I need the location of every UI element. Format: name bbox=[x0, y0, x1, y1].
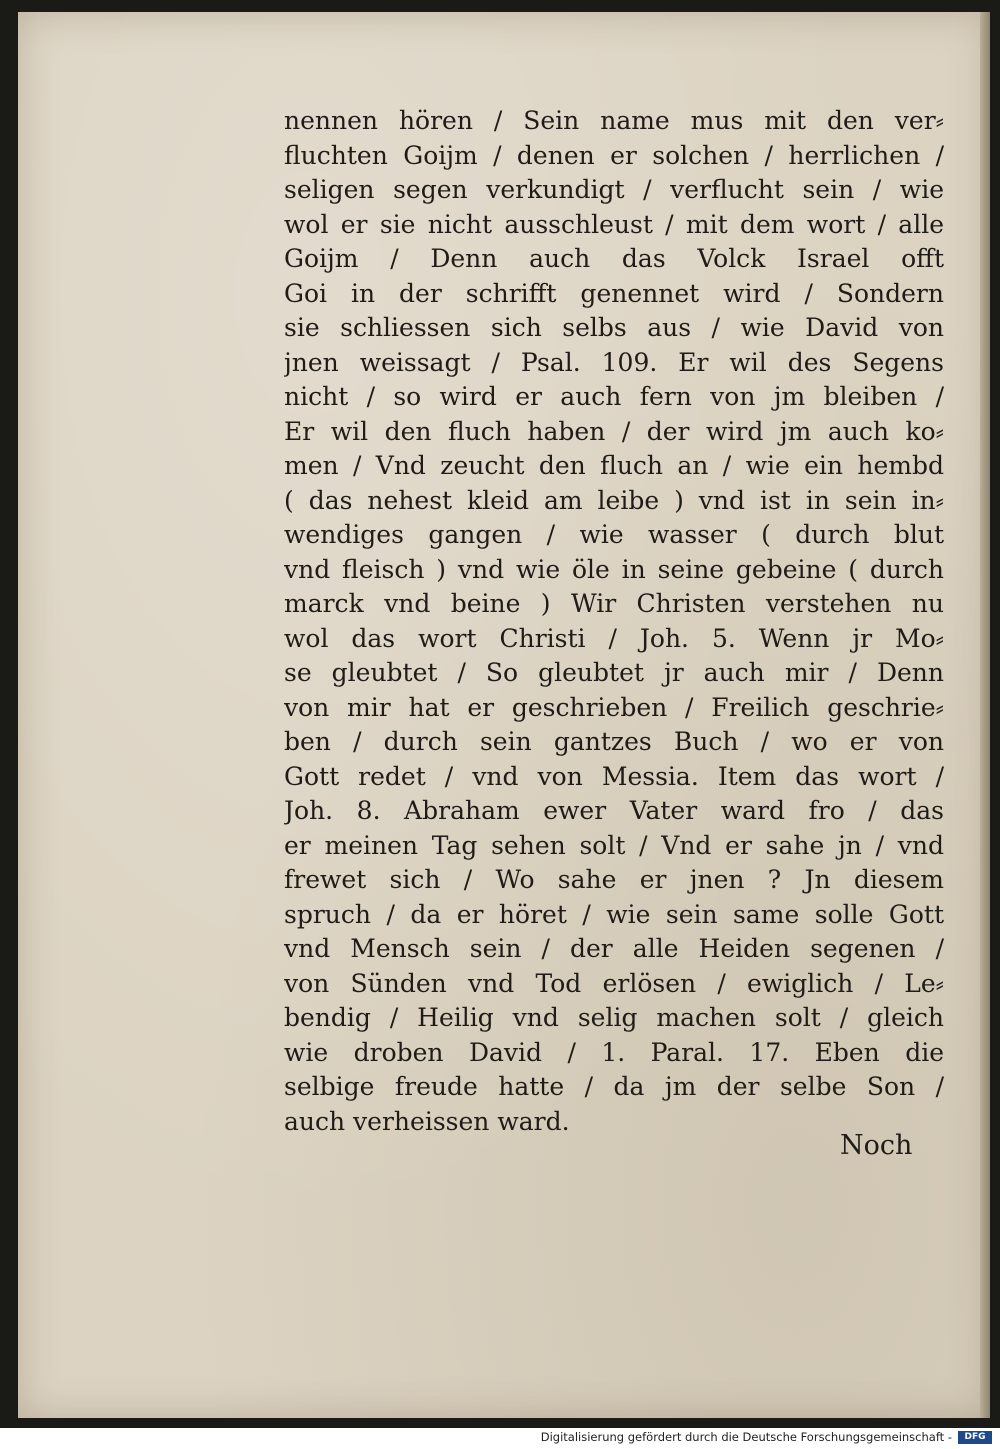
text-line: marck vnd beine ) Wir Christen verstehen nu bbox=[284, 589, 944, 618]
text-line: jnen weissagt / Psal. 109. Er wil des Segens bbox=[284, 347, 944, 377]
text-line: auch verheissen ward. bbox=[284, 1106, 570, 1136]
text-line: wie droben David / 1. Paral. 17. Eben die bbox=[284, 1037, 944, 1067]
dfg-logo: DFG bbox=[958, 1431, 992, 1444]
text-line: nicht / so wird er auch fern von jm bleiben / bbox=[284, 382, 944, 411]
funding-notice: Digitalisierung gefördert durch die Deutsche Forschungsgemeinschaft - bbox=[540, 1430, 952, 1444]
text-line: se gleubtet / So gleubtet jr auch mir / Denn bbox=[284, 658, 944, 687]
text-line: nennen hören / Sein name mus mit den ver⸗ bbox=[284, 106, 944, 135]
text-line: sie schliessen sich selbs aus / wie David von bbox=[284, 313, 944, 342]
text-line: ben / durch sein gantzes Buch / wo er von bbox=[284, 727, 944, 756]
text-line: ( das nehest kleid am leibe ) vnd ist in sein in⸗ bbox=[284, 485, 944, 515]
text-line: Goijm / Denn auch das Volck Israel offt bbox=[284, 244, 944, 273]
text-line: Er wil den fluch haben / der wird jm auch ko⸗ bbox=[284, 416, 944, 446]
page-edge bbox=[980, 12, 990, 1418]
footer bbox=[0, 1428, 1000, 1449]
text-line: vnd Mensch sein / der alle Heiden segenen / bbox=[284, 934, 944, 963]
text-line: wol er sie nicht ausschleust / mit dem wort / alle bbox=[284, 209, 944, 239]
text-line: wendiges gangen / wie wasser ( durch blut bbox=[284, 520, 944, 549]
text-line: Gott redet / vnd von Messia. Item das wort / bbox=[284, 761, 944, 791]
text-line: bendig / Heilig vnd selig machen solt / gleich bbox=[284, 1003, 944, 1032]
text-line: er meinen Tag sehen solt / Vnd er sahe jn / vnd bbox=[284, 830, 944, 860]
page-text bbox=[284, 104, 944, 1139]
text-line: seligen segen verkundigt / verflucht sein / wie bbox=[284, 175, 944, 204]
text-line: vnd fleisch ) vnd wie öle in seine gebeine ( durch bbox=[284, 554, 944, 584]
text-line: selbige freude hatte / da jm der selbe Son / bbox=[284, 1072, 944, 1101]
text-line: von Sünden vnd Tod erlösen / ewiglich / Le⸗ bbox=[284, 968, 944, 998]
text-line: spruch / da er höret / wie sein same solle Gott bbox=[284, 899, 944, 929]
text-line: wol das wort Christi / Joh. 5. Wenn jr Mo⸗ bbox=[284, 623, 944, 653]
text-line: men / Vnd zeucht den fluch an / wie ein hembd bbox=[284, 451, 944, 480]
text-line: von mir hat er geschrieben / Freilich geschrie⸗ bbox=[284, 692, 944, 722]
catchword: Noch bbox=[840, 1130, 913, 1161]
text-line: Goi in der schrifft genennet wird / Sondern bbox=[284, 278, 944, 308]
text-line: Joh. 8. Abraham ewer Vater ward fro / das bbox=[284, 796, 944, 825]
text-line: fluchten Goijm / denen er solchen / herrlichen / bbox=[284, 140, 944, 170]
text-line: frewet sich / Wo sahe er jnen ? Jn diesem bbox=[284, 865, 944, 894]
